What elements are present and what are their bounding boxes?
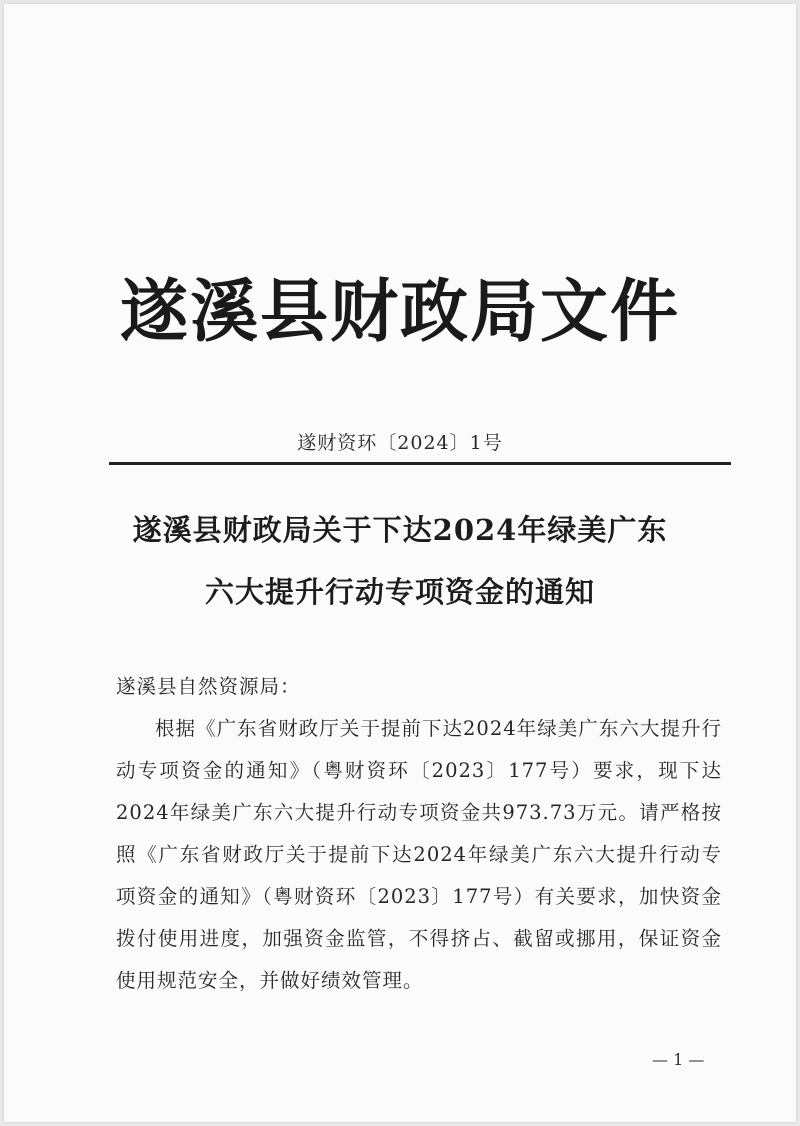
header-divider (109, 462, 731, 465)
masthead-title: 遂溪县财政局文件 (119, 272, 680, 352)
page-number: — 1 — (652, 1050, 705, 1069)
document-title-line-1: 遂溪县财政局关于下达2024年绿美广东 (132, 513, 668, 547)
document-page (4, 4, 796, 1122)
addressee: 遂溪县自然资源局： (116, 675, 301, 698)
document-number: 遂财资环〔2024〕1号 (297, 432, 503, 454)
document-title-line-2: 六大提升行动专项资金的通知 (204, 575, 595, 609)
body-paragraph: 根据《广东省财政厅关于提前下达2024年绿美广东六大提升行动专项资金的通知》（粤财资环〔2023〕177号）要求，现下达2024年绿美广东六大提升行动专项资金共973.73万元。请严格按照《广东省财政厅关于提前下达2024年绿美广东六大提升行动专项资金的通知》（粤财资环〔2023〕177号）有关要求，加快资金拨付使用进度，加强资金监管，不得挤占、截留或挪用，保证资金使用规范安全，并做好绩效管理。 (116, 717, 722, 992)
